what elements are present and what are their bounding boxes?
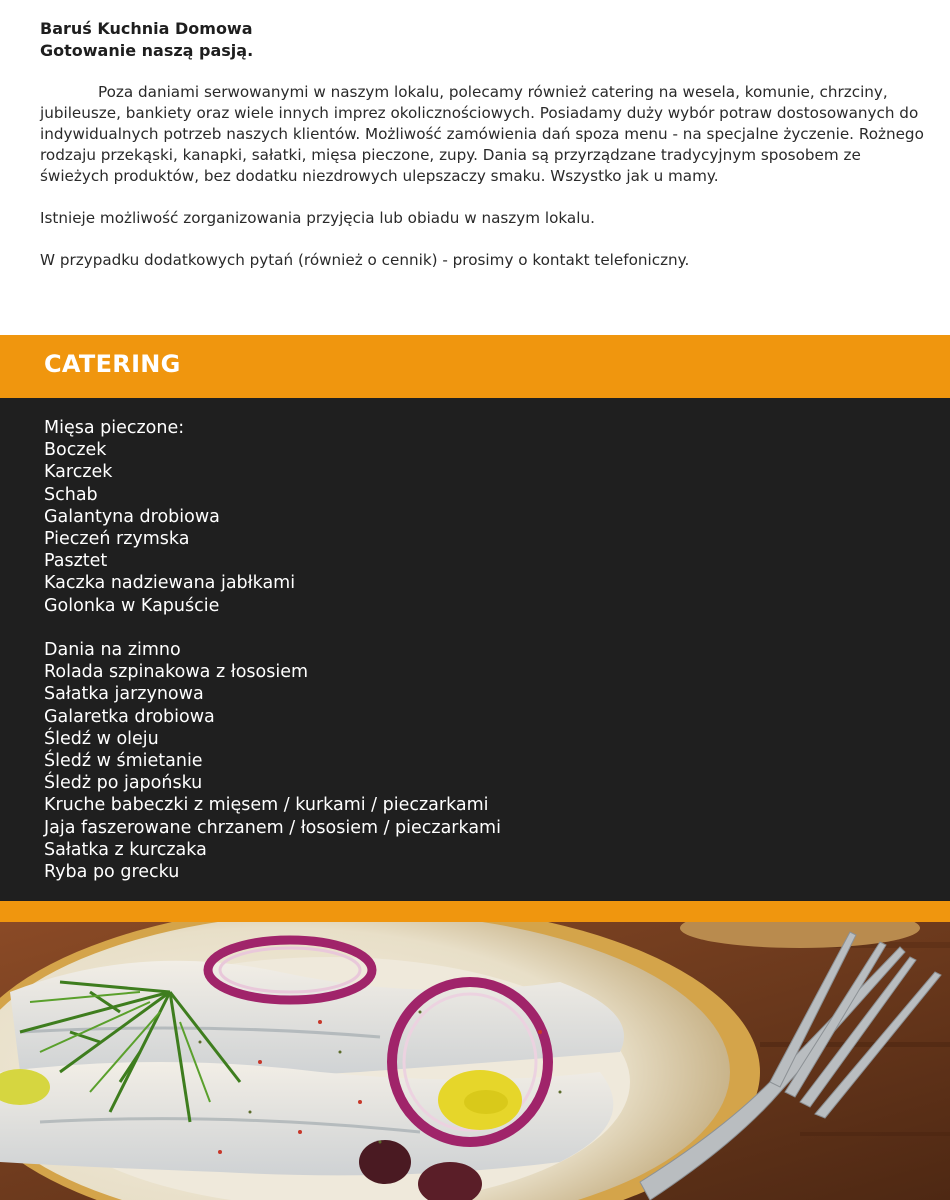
menu-item: Śledź w oleju [44, 728, 159, 749]
menu-item: Pasztet [44, 551, 108, 572]
catering-heading: CATERING [44, 350, 181, 378]
menu-item: Boczek [44, 440, 107, 461]
tagline: Gotowanie naszą pasją. [40, 41, 254, 60]
menu-item: Kaczka nadziewana jabłkami [44, 573, 296, 594]
catering-menu-list [44, 417, 501, 883]
menu-item: Sałatka z kurczaka [44, 839, 207, 860]
menu-item: Rolada szpinakowa z łososiem [44, 662, 309, 683]
contact-paragraph: W przypadku dodatkowych pytań (również o cennik) - prosimy o kontakt telefoniczny. [40, 251, 690, 269]
venue-paragraph: Istnieje możliwość zorganizowania przyjęcia lub obiadu w naszym lokalu. [40, 209, 595, 227]
restaurant-name: Baruś Kuchnia Domowa [40, 19, 253, 38]
menu-item: Kruche babeczki z mięsem / kurkami / pieczarkami [44, 795, 489, 816]
intro-paragraph: Poza daniami serwowanymi w naszym lokalu, polecamy również catering na wesela, komunie, chrzciny, jubileusze, bankiety oraz wiele innych imprez okolicznościowych. Posiadamy duży wybór potraw dostosowanych do indywidualnych potrzeb naszych klientów. Możliwość zamówienia dań spoza menu - na specjalne życzenie. Rożnego rodzaju przekąski, kanapki, sałatki, mięsa pieczone, zupy. Dania są przyrządzane tradycyjnym sposobem ze świeżych produktów, bez dodatku niezdrowych ulepszaczy smaku. Wszystko jak u mamy. [40, 83, 924, 185]
menu-item: Schab [44, 484, 98, 505]
cold-dishes-heading: Dania na zimno [44, 640, 181, 661]
menu-item: Ryba po grecku [44, 862, 180, 883]
herring-dish-photo [0, 922, 950, 1200]
menu-item: Pieczeń rzymska [44, 529, 190, 550]
roast-meats-heading: Mięsa pieczone: [44, 418, 185, 438]
menu-item: Śledź w śmietanie [44, 751, 203, 772]
menu-item: Sałatka jarzynowa [44, 684, 204, 705]
menu-item: Golonka w Kapuście [44, 595, 220, 616]
menu-item: Śledż po japońsku [44, 773, 203, 794]
menu-item: Karczek [44, 462, 113, 483]
menu-item: Galaretka drobiowa [44, 706, 215, 727]
menu-item: Galantyna drobiowa [44, 506, 220, 527]
catering-header-bar [0, 335, 950, 398]
menu-spacer [44, 617, 501, 639]
catering-menu-panel [0, 398, 950, 901]
menu-item: Jaja faszerowane chrzanem / łososiem / pieczarkami [44, 817, 501, 838]
intro-section [40, 18, 930, 271]
orange-divider [0, 901, 950, 922]
